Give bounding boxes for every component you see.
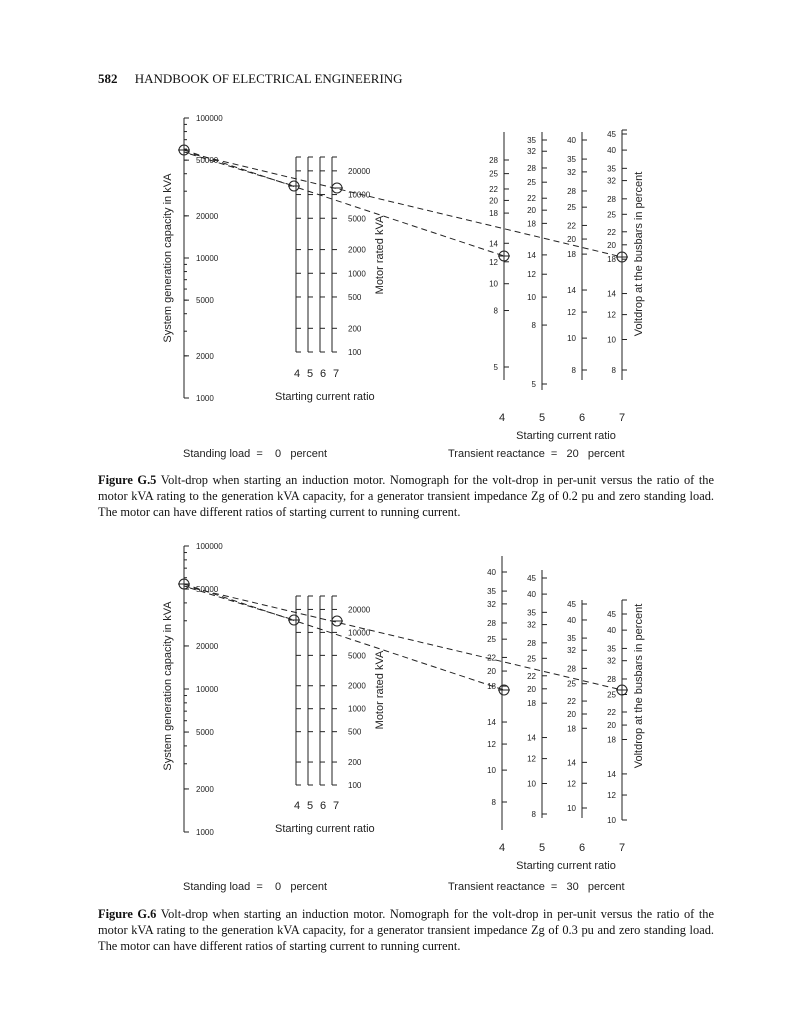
voltdrop-tick-label: 10	[487, 766, 496, 776]
voltdrop-tick-label: 32	[607, 656, 616, 666]
left-axis-tick-label: 5000	[196, 296, 214, 306]
left-ratio-title: Starting current ratio	[275, 391, 375, 403]
pivot-markers	[178, 579, 628, 695]
voltdrop-tick-label: 14	[567, 758, 576, 768]
motor-axis-tick-label: 20000	[348, 605, 371, 615]
left-axis-tick-label: 2000	[196, 784, 214, 794]
ratio-label: 6	[578, 412, 586, 424]
voltdrop-tick-label: 20	[567, 235, 576, 245]
voltdrop-tick-label: 32	[567, 646, 576, 656]
left-ratio-label: 5	[306, 800, 314, 812]
isopleth-lines	[184, 584, 622, 690]
voltdrop-tick-label: 28	[489, 156, 498, 165]
voltdrop-tick-label: 22	[487, 653, 496, 663]
voltdrop-tick-label: 14	[527, 733, 536, 743]
voltdrop-tick-label: 32	[567, 167, 576, 177]
voltdrop-tick-label: 10	[567, 804, 576, 813]
ratio-label: 5	[538, 842, 546, 854]
voltdrop-tick-label: 40	[567, 136, 576, 145]
ratio-title: Starting current ratio	[516, 430, 616, 442]
voltdrop-tick-label: 14	[527, 250, 536, 260]
left-ratio-label: 7	[332, 800, 340, 812]
motor-axis-tick-label: 200	[348, 324, 362, 334]
voltdrop-tick-label: 25	[607, 690, 616, 700]
voltdrop-tick-label: 40	[527, 590, 536, 600]
voltdrop-tick-label: 20	[607, 721, 616, 731]
voltdrop-tick-label: 18	[527, 219, 536, 229]
left-ratio-label: 7	[332, 368, 340, 380]
voltdrop-label: Voltdrop at the busbars in percent	[633, 171, 645, 337]
voltdrop-tick-label: 14	[607, 289, 616, 299]
voltdrop-tick-label: 35	[567, 634, 576, 644]
voltdrop-tick-label: 5	[493, 363, 498, 372]
voltdrop-tick-label: 8	[531, 321, 536, 331]
scale-ticks	[184, 114, 627, 403]
voltdrop-tick-label: 25	[567, 679, 576, 689]
voltdrop-tick-label: 25	[607, 210, 616, 220]
running-title: HANDBOOK OF ELECTRICAL ENGINEERING	[134, 71, 403, 86]
voltdrop-tick-label: 5	[531, 380, 536, 389]
left-ratio-title: Starting current ratio	[275, 823, 375, 835]
voltdrop-tick-label: 12	[527, 270, 536, 280]
voltdrop-tick-label: 12	[567, 779, 576, 789]
voltdrop-tick-label: 25	[489, 169, 498, 179]
voltdrop-tick-label: 8	[571, 366, 576, 375]
voltdrop-tick-label: 20	[607, 240, 616, 250]
voltdrop-tick-label: 14	[567, 286, 576, 296]
static-axes	[184, 118, 627, 398]
ratio-label: 5	[538, 412, 546, 424]
voltdrop-tick-label: 35	[607, 164, 616, 174]
voltdrop-tick-label: 8	[611, 366, 616, 375]
voltdrop-tick-label: 18	[567, 250, 576, 260]
voltdrop-tick-label: 40	[567, 615, 576, 625]
voltdrop-tick-label: 35	[607, 644, 616, 654]
left-ratio-label: 6	[319, 800, 327, 812]
scale-ticks	[184, 542, 627, 837]
voltdrop-tick-label: 32	[527, 620, 536, 630]
ratio-label: 4	[498, 412, 506, 424]
voltdrop-tick-label: 20	[487, 667, 496, 677]
ratio-label: 7	[618, 842, 626, 854]
voltdrop-tick-label: 40	[607, 626, 616, 636]
voltdrop-tick-label: 22	[567, 697, 576, 707]
left-ratio-scale	[275, 368, 375, 403]
voltdrop-tick-label: 12	[527, 754, 536, 764]
voltdrop-tick-label: 35	[527, 608, 536, 618]
motor-axis-tick-label: 500	[348, 727, 362, 737]
motor-axis-label: Motor rated kVA	[374, 650, 386, 730]
left-axis-tick-label: 2000	[196, 351, 214, 361]
left-ratio-label: 4	[293, 800, 301, 812]
voltdrop-tick-label: 32	[607, 176, 616, 186]
voltdrop-tick-label: 18	[607, 735, 616, 745]
right-ratio-scale	[499, 842, 625, 872]
pivot-markers	[178, 145, 628, 265]
voltdrop-tick-label: 25	[527, 178, 536, 188]
static-axes	[184, 546, 627, 832]
voltdrop-tick-label: 45	[607, 130, 616, 139]
motor-axis-tick-label: 200	[348, 758, 362, 768]
voltdrop-tick-label: 12	[487, 740, 496, 750]
ratio-label: 6	[578, 842, 586, 854]
left-ratio-label: 4	[293, 368, 301, 380]
voltdrop-label: Voltdrop at the busbars in percent	[633, 603, 645, 769]
voltdrop-tick-label: 32	[527, 147, 536, 157]
voltdrop-tick-label: 45	[567, 600, 576, 609]
voltdrop-tick-label: 14	[487, 718, 496, 728]
nomograph-g5	[0, 112, 786, 460]
voltdrop-tick-label: 25	[527, 654, 536, 664]
voltdrop-tick-label: 35	[487, 587, 496, 597]
voltdrop-tick-label: 20	[527, 684, 536, 694]
page-number: 582	[98, 71, 118, 86]
voltdrop-tick-label: 28	[567, 664, 576, 674]
voltdrop-tick-label: 28	[527, 638, 536, 648]
voltdrop-tick-label: 25	[487, 635, 496, 645]
motor-axis-tick-label: 1000	[348, 269, 366, 279]
voltdrop-tick-label: 12	[607, 791, 616, 801]
voltdrop-tick-label: 12	[489, 257, 498, 267]
left-axis-tick-label: 1000	[196, 394, 214, 403]
voltdrop-tick-label: 32	[487, 599, 496, 609]
figure-g6-nomograph	[0, 540, 786, 893]
left-axis-tick-label: 5000	[196, 728, 214, 738]
voltdrop-tick-label: 10	[567, 334, 576, 344]
motor-axis-tick-label: 2000	[348, 681, 366, 691]
voltdrop-tick-label: 20	[489, 196, 498, 206]
left-axis-tick-label: 20000	[196, 641, 219, 651]
voltdrop-tick-label: 8	[531, 810, 536, 819]
motor-axis-tick-label: 5000	[348, 651, 366, 661]
left-axis-label: System generation capacity in kVA	[162, 601, 174, 771]
left-axis-tick-label: 10000	[196, 685, 219, 694]
caption-text: Volt-drop when starting an induction motor. Nomograph for the volt-drop in per-unit versus the ratio of the motor kVA rating to the generation kVA capacity, for a generator transient impedance Zg of 0.3 pu and zero standing load. The motor can have different ratios of starting current to running current.	[98, 907, 714, 953]
voltdrop-tick-label: 45	[607, 610, 616, 619]
caption-label: Figure G.6	[98, 907, 157, 921]
voltdrop-tick-label: 40	[607, 146, 616, 156]
voltdrop-tick-label: 8	[493, 306, 498, 316]
standing-load-label: Standing load = 0 percent	[183, 448, 328, 460]
transient-reactance-label: Transient reactance = 30 percent	[448, 881, 625, 893]
voltdrop-tick-label: 22	[607, 708, 616, 718]
left-ratio-label: 5	[306, 368, 314, 380]
voltdrop-tick-label: 22	[489, 184, 498, 194]
left-axis-label: System generation capacity in kVA	[162, 173, 174, 343]
voltdrop-tick-label: 40	[487, 568, 496, 577]
motor-axis-tick-label: 5000	[348, 214, 366, 224]
motor-axis-tick-label: 1000	[348, 704, 366, 714]
voltdrop-tick-label: 14	[489, 239, 498, 249]
ratio-title: Starting current ratio	[516, 860, 616, 872]
left-ratio-scale	[275, 800, 375, 835]
left-axis-tick-label: 10000	[196, 254, 219, 263]
voltdrop-tick-label: 28	[607, 194, 616, 204]
voltdrop-tick-label: 25	[567, 203, 576, 213]
voltdrop-tick-label: 22	[527, 671, 536, 681]
caption-text: Volt-drop when starting an induction motor. Nomograph for the volt-drop in per-unit versus the ratio of the motor kVA rating to the generation kVA capacity, for a generator transient impedance Zg of 0.2 pu and zero standing load. The motor can have different ratios of starting current to running current.	[98, 473, 714, 519]
voltdrop-tick-label: 10	[527, 779, 536, 789]
ratio-label: 7	[618, 412, 626, 424]
voltdrop-tick-label: 14	[607, 769, 616, 779]
voltdrop-tick-label: 18	[487, 682, 496, 692]
voltdrop-tick-label: 35	[527, 136, 536, 145]
voltdrop-tick-label: 20	[567, 709, 576, 719]
voltdrop-tick-label: 12	[567, 308, 576, 318]
left-axis-tick-label: 50000	[196, 156, 219, 166]
voltdrop-tick-label: 22	[527, 194, 536, 204]
voltdrop-tick-label: 12	[607, 310, 616, 320]
figure-g6-caption	[98, 906, 714, 954]
motor-axis-tick-label: 100	[348, 781, 362, 790]
ratio-label: 4	[498, 842, 506, 854]
transient-reactance-label: Transient reactance = 20 percent	[448, 448, 625, 460]
motor-axis-label: Motor rated kVA	[374, 215, 386, 295]
left-ratio-label: 6	[319, 368, 327, 380]
motor-axis-tick-label: 10000	[348, 190, 371, 200]
caption-label: Figure G.5	[98, 473, 157, 487]
voltdrop-tick-label: 28	[567, 186, 576, 196]
voltdrop-tick-label: 28	[487, 618, 496, 628]
motor-axis-tick-label: 500	[348, 292, 362, 302]
voltdrop-tick-label: 10	[489, 279, 498, 289]
voltdrop-tick-label: 45	[527, 574, 536, 583]
motor-axis-tick-label: 2000	[348, 245, 366, 255]
voltdrop-tick-label: 35	[567, 155, 576, 165]
motor-axis-tick-label: 20000	[348, 166, 371, 176]
voltdrop-tick-label: 18	[567, 724, 576, 734]
voltdrop-tick-label: 20	[527, 206, 536, 216]
left-axis-tick-label: 20000	[196, 211, 219, 221]
left-axis-tick-label: 100000	[196, 542, 223, 551]
nomograph-g6	[0, 540, 786, 893]
voltdrop-tick-label: 22	[567, 221, 576, 231]
voltdrop-tick-label: 10	[527, 293, 536, 303]
voltdrop-tick-label: 18	[607, 255, 616, 265]
voltdrop-tick-label: 28	[527, 163, 536, 173]
right-ratio-scale	[499, 412, 625, 442]
voltdrop-tick-label: 18	[489, 209, 498, 219]
voltdrop-tick-label: 22	[607, 227, 616, 237]
figure-g5-nomograph	[0, 112, 786, 460]
voltdrop-tick-label: 28	[607, 674, 616, 684]
standing-load-label: Standing load = 0 percent	[183, 881, 328, 893]
running-header	[98, 71, 403, 87]
left-axis-tick-label: 50000	[196, 585, 219, 595]
voltdrop-tick-label: 10	[607, 816, 616, 825]
motor-axis-tick-label: 100	[348, 348, 362, 357]
motor-axis-tick-label: 10000	[348, 628, 371, 638]
voltdrop-tick-label: 8	[491, 798, 496, 807]
voltdrop-tick-label: 10	[607, 335, 616, 345]
voltdrop-tick-label: 18	[527, 699, 536, 709]
figure-g5-caption	[98, 472, 714, 520]
left-axis-tick-label: 100000	[196, 114, 223, 123]
left-axis-tick-label: 1000	[196, 828, 214, 837]
